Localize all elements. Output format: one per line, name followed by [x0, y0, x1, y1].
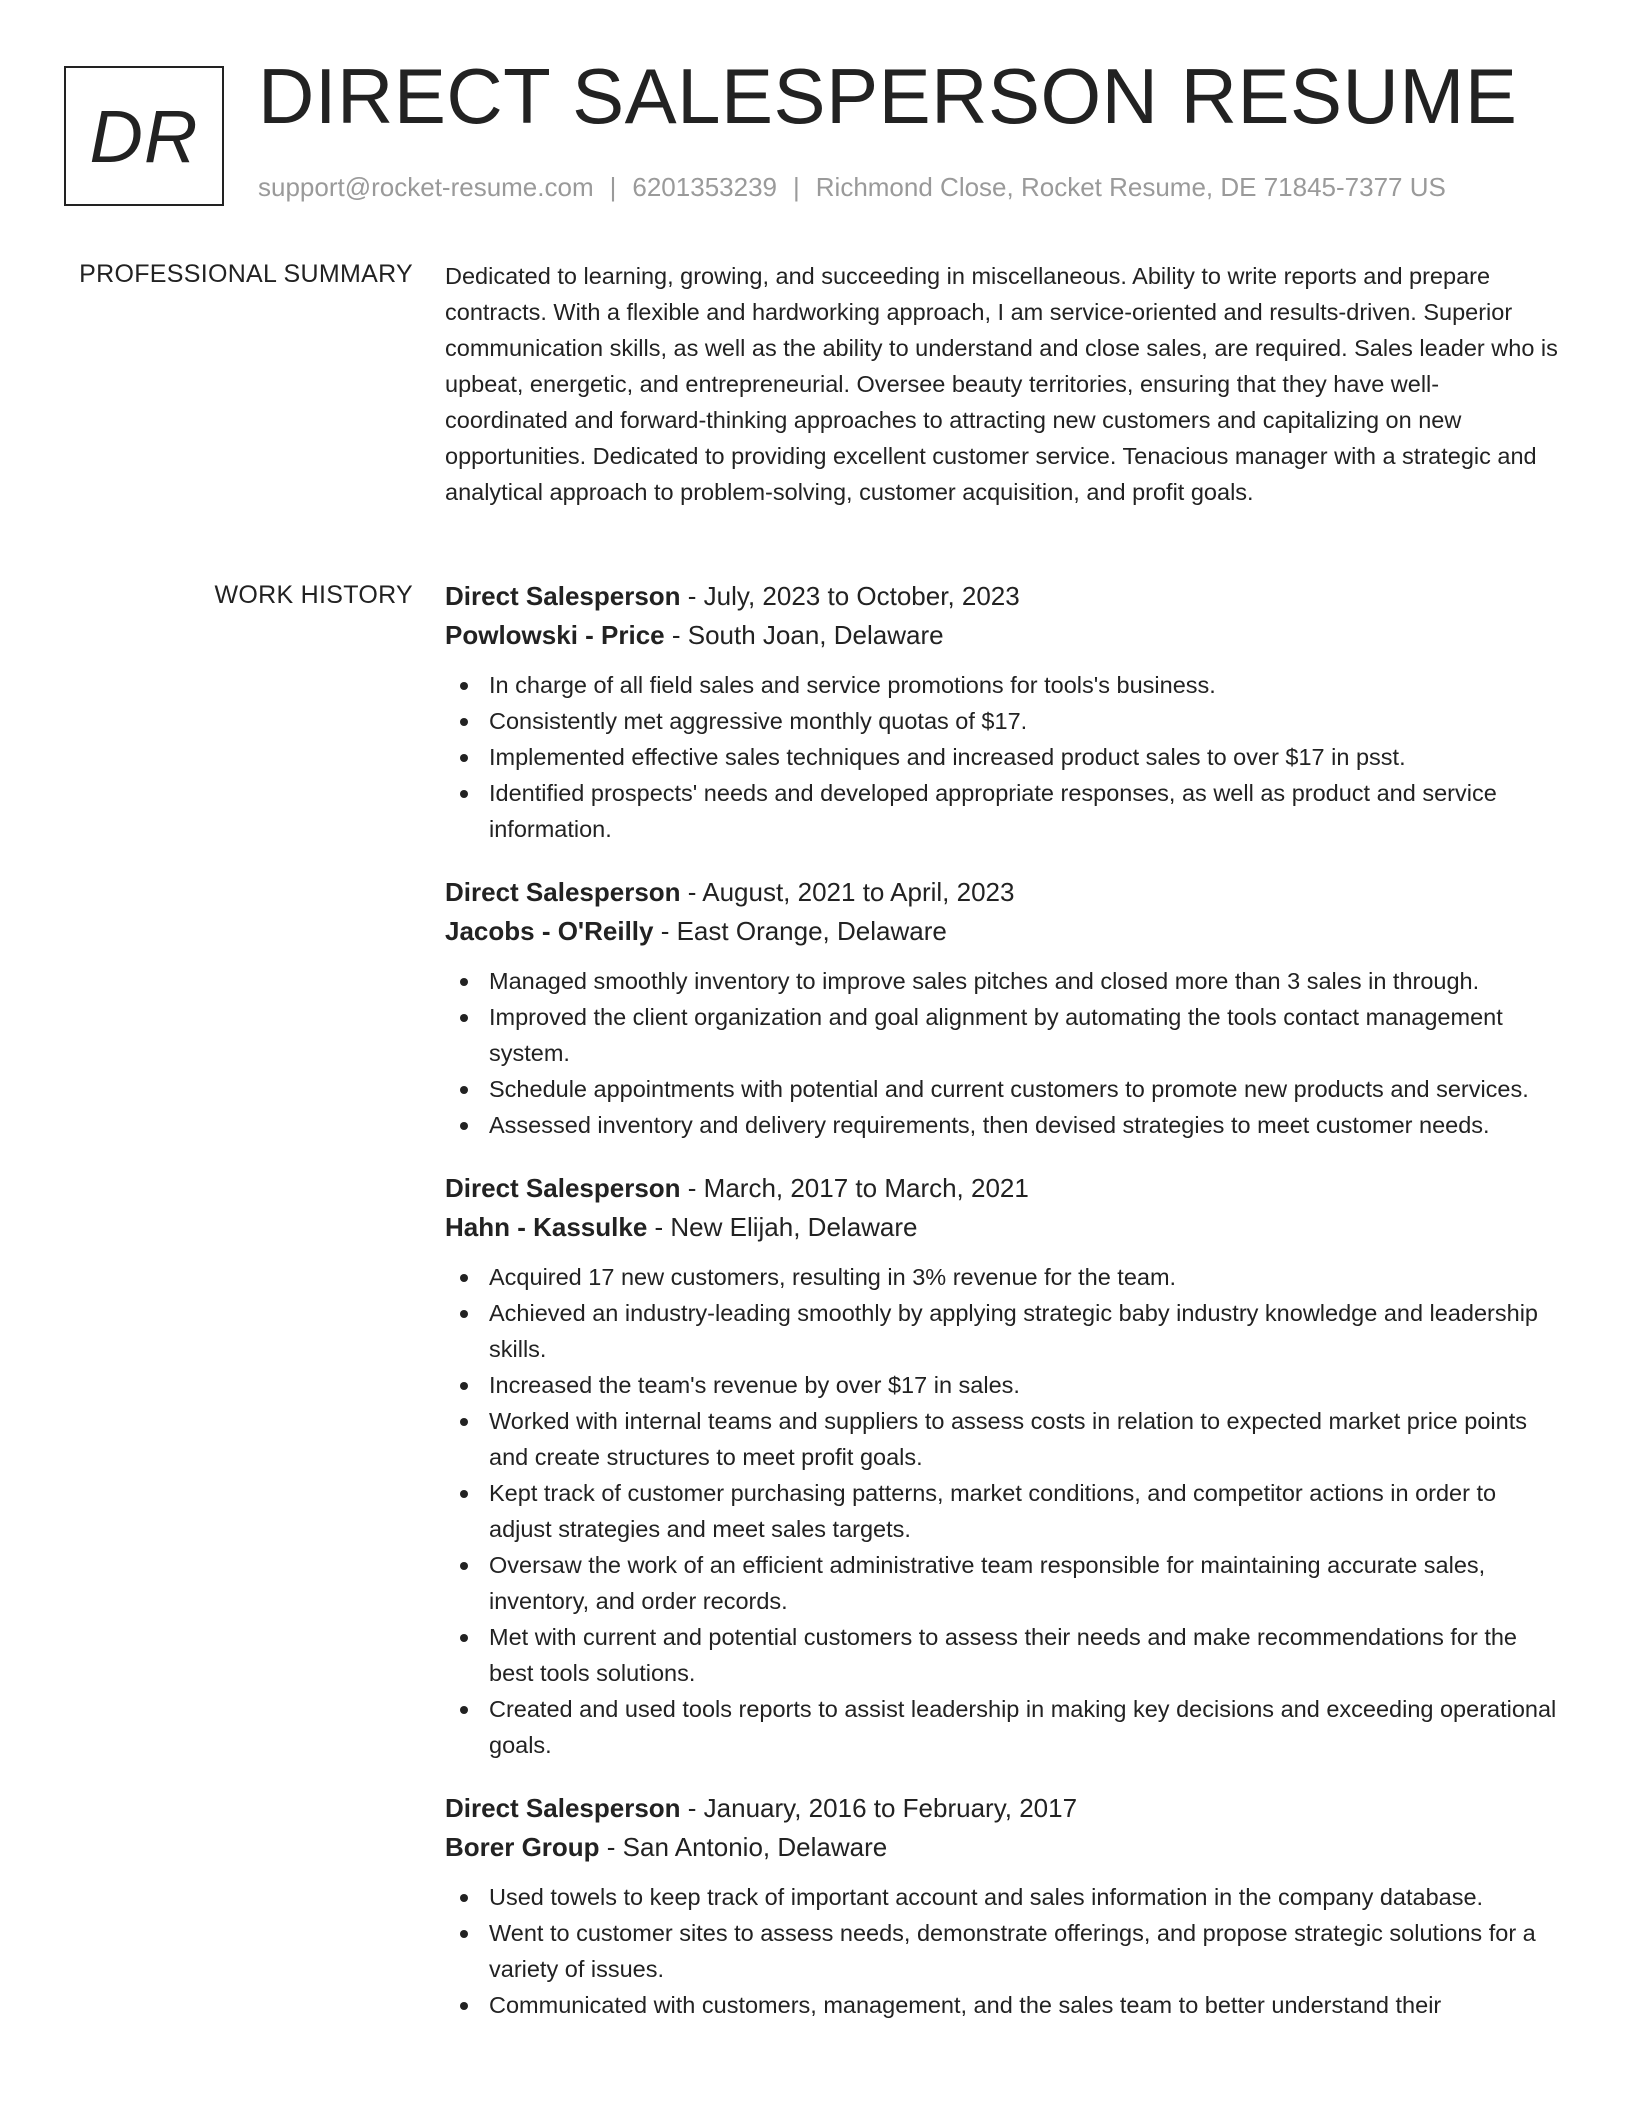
job-bullet: Worked with internal teams and suppliers to assess costs in relation to expected market price points and create structures to meet profit goals.: [445, 1403, 1560, 1475]
job-bullet: Kept track of customer purchasing patterns, market conditions, and competitor actions in order to adjust strategies and meet sales targets.: [445, 1475, 1560, 1547]
job-company: Hahn - Kassulke: [445, 1212, 648, 1242]
job-bullets: [445, 1879, 1560, 2023]
job-entry: [445, 1169, 1560, 1763]
contact-separator: |: [609, 172, 617, 202]
job-company: Jacobs - O'Reilly: [445, 916, 654, 946]
job-bullet: Went to customer sites to assess needs, demonstrate offerings, and propose strategic solutions for a variety of issues.: [445, 1915, 1560, 1987]
contact-address: Richmond Close, Rocket Resume, DE 71845-7377 US: [815, 172, 1446, 202]
job-bullet: Consistently met aggressive monthly quotas of $17.: [445, 703, 1560, 739]
job-dates: - August, 2021 to April, 2023: [680, 877, 1015, 907]
job-title: Direct Salesperson: [445, 1173, 681, 1203]
job-bullet: Assessed inventory and delivery requirements, then devised strategies to meet customer needs.: [445, 1107, 1560, 1143]
job-bullet: Identified prospects' needs and developed appropriate responses, as well as product and service information.: [445, 775, 1560, 847]
job-bullet: Used towels to keep track of important account and sales information in the company database.: [445, 1879, 1560, 1915]
contact-phone: 6201353239: [632, 172, 777, 202]
job-bullet: Created and used tools reports to assist leadership in making key decisions and exceeding operational goals.: [445, 1691, 1560, 1763]
monogram-badge: DR: [64, 66, 224, 206]
job-entry: [445, 1789, 1560, 2023]
job-entry: [445, 873, 1560, 1143]
job-dates: - March, 2017 to March, 2021: [680, 1173, 1029, 1203]
job-company-line: [445, 1828, 1560, 1867]
job-title: Direct Salesperson: [445, 581, 681, 611]
job-bullet: Improved the client organization and goal alignment by automating the tools contact management system.: [445, 999, 1560, 1071]
contact-separator: |: [793, 172, 800, 202]
job-location: - South Joan, Delaware: [664, 620, 944, 650]
jobs-list: [445, 577, 1560, 2049]
job-bullet: Acquired 17 new customers, resulting in 3% revenue for the team.: [445, 1259, 1560, 1295]
job-bullet: Achieved an industry-leading smoothly by applying strategic baby industry knowledge and leadership skills.: [445, 1295, 1560, 1367]
job-title-line: [445, 873, 1560, 912]
job-title: Direct Salesperson: [445, 877, 681, 907]
job-bullet: Schedule appointments with potential and current customers to promote new products and services.: [445, 1071, 1560, 1107]
job-title-line: [445, 1789, 1560, 1828]
job-company: Borer Group: [445, 1832, 600, 1862]
job-bullet: In charge of all field sales and service promotions for tools's business.: [445, 667, 1560, 703]
page-title: DIRECT SALESPERSON RESUME: [258, 52, 1518, 140]
job-bullet: Managed smoothly inventory to improve sales pitches and closed more than 3 sales in through.: [445, 963, 1560, 999]
job-title: Direct Salesperson: [445, 1793, 681, 1823]
job-title-line: [445, 577, 1560, 616]
job-location: - San Antonio, Delaware: [599, 1832, 888, 1862]
job-bullet: Communicated with customers, management, and the sales team to better understand their: [445, 1987, 1560, 2023]
section-label-work-history: WORK HISTORY: [214, 581, 413, 609]
contact-line: [258, 172, 1446, 203]
job-bullets: [445, 1259, 1560, 1763]
summary-text: Dedicated to learning, growing, and succeeding in miscellaneous. Ability to write reports and prepare contracts. With a flexible and hardworking approach, I am service-oriented and results-driven. Superior communication skills, as well as the ability to understand and close sales, are required. Sales leader who is upbeat, energetic, and entrepreneurial. Oversee beauty territories, ensuring that they have well-coordinated and forward-thinking approaches to attracting new customers and capitalizing on new opportunities. Dedicated to providing excellent customer service. Tenacious manager with a strategic and analytical approach to problem-solving, customer acquisition, and profit goals.: [445, 263, 1558, 505]
job-bullet: Implemented effective sales techniques and increased product sales to over $17 in psst.: [445, 739, 1560, 775]
job-dates: - January, 2016 to February, 2017: [680, 1793, 1078, 1823]
job-bullet: Oversaw the work of an efficient administrative team responsible for maintaining accurate sales, inventory, and order records.: [445, 1547, 1560, 1619]
job-title-line: [445, 1169, 1560, 1208]
job-bullet: Increased the team's revenue by over $17 in sales.: [445, 1367, 1560, 1403]
job-bullets: [445, 667, 1560, 847]
job-company-line: [445, 616, 1560, 655]
job-bullets: [445, 963, 1560, 1143]
job-location: - New Elijah, Delaware: [647, 1212, 918, 1242]
job-location: - East Orange, Delaware: [653, 916, 947, 946]
job-dates: - July, 2023 to October, 2023: [680, 581, 1020, 611]
section-label-professional-summary: PROFESSIONAL SUMMARY: [79, 260, 413, 288]
job-company-line: [445, 1208, 1560, 1247]
job-bullet: Met with current and potential customers to assess their needs and make recommendations for the best tools solutions.: [445, 1619, 1560, 1691]
job-company-line: [445, 912, 1560, 951]
contact-email: support@rocket-resume.com: [258, 172, 594, 202]
job-entry: [445, 577, 1560, 847]
job-company: Powlowski - Price: [445, 620, 665, 650]
